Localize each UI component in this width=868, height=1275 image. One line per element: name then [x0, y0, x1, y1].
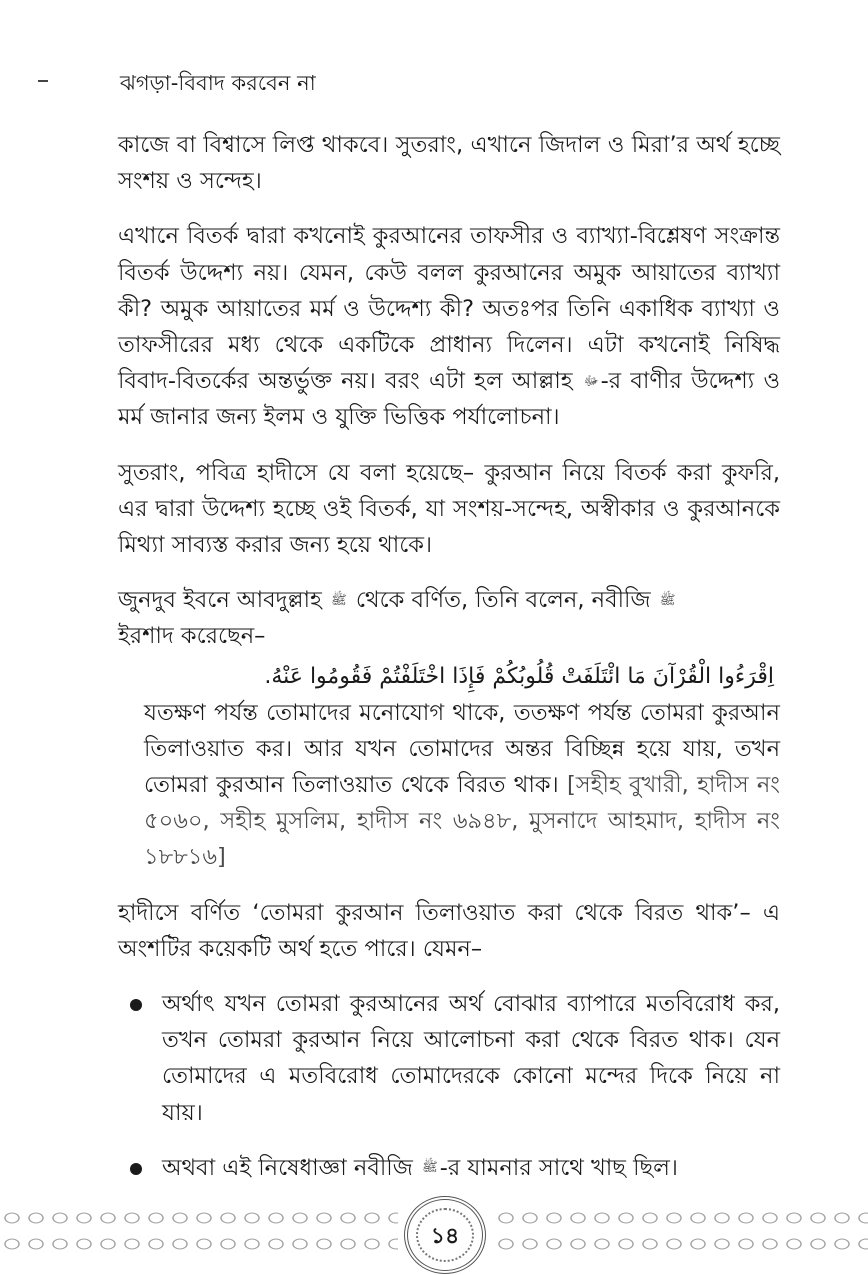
hadith-reference: [সহীহ বুখারী, হাদীস নং ৫০৬০, সহীহ মুসলিম, হাদীস নং ৬৯৪৮, মুসনাদে আহমাদ, হাদীস নং ১৮৮১৬] [144, 772, 780, 871]
bullet-text-2b: -র যামনার সাথে খাছ ছিল। [439, 1154, 678, 1181]
paragraph-4-part-b: থেকে বর্ণিত, তিনি বলেন, নবীজি [355, 587, 651, 614]
paragraph-3: সুতরাং, পবিত্র হাদীসে যে বলা হয়েছে– কুরআন নিয়ে বিতর্ক করা কুফরি, এর দ্বারা উদ্দেশ্য হচ্ছে ওই বিতর্ক, যা সংশয়-সন্দেহ, অস্বীকার ও কুরআনকে মিথ্যা সাব্যস্ত করার জন্য হয়ে থাকে। [118, 459, 780, 559]
paragraph-4-part-c: ইরশাদ করেছেন– [118, 623, 266, 650]
footer-ornament-left [0, 1205, 398, 1257]
bullet-text-2a: অথবা এই নিষেধাজ্ঞা নবীজি [162, 1154, 413, 1181]
main-text [118, 127, 780, 1205]
bullet-text-1: অর্থাৎ যখন তোমরা কুরআনের অর্থ বোঝার ব্যাপারে মতবিরোধ কর, তখন তোমরা কুরআন নিয়ে আলোচনা করা থেকে বিরত থাক। যেন তোমাদের এ মতবিরোধ তোমাদেরকে কোনো মন্দের দিকে নিয়ে না যায়। [162, 991, 780, 1126]
hadith-translation-block [144, 695, 780, 876]
bullet-dot-icon [130, 999, 142, 1011]
header-dash [38, 80, 48, 82]
bullet-item-2 [118, 1150, 780, 1186]
paragraph-2 [118, 218, 780, 435]
paragraph-2-part-a: এখানে বিতর্ক দ্বারা কখনোই কুরআনের তাফসীর ও ব্যাখ্যা-বিশ্লেষণ সংক্রান্ত বিতর্ক উদ্দেশ্য নয়। যেমন, কেউ বলল কুরআনের অমুক আয়াতের ব্যাখ্যা কী? অমুক আয়াতের মর্ম ও উদ্দেশ্য কী? অতঃপর তিনি একাধিক ব্যাখ্যা ও তাফসীরের মধ্য থেকে একটিকে প্রাধান্য দিলেন। এটা কখনোই নিষিদ্ধ বিবাদ-বিতর্কের অন্তর্ভুক্ত নয়। বরং এটা হল আল্লাহ [118, 223, 780, 395]
hadith-translation: যতক্ষণ পর্যন্ত তোমাদের মনোযোগ থাকে, ততক্ষণ পর্যন্ত তোমরা কুরআন তিলাওয়াত কর। আর যখন তোমাদের অন্তর বিচ্ছিন্ন হয়ে যায়, তখন তোমরা কুরআন তিলাওয়াত থেকে বিরত থাক। [144, 699, 780, 799]
allah-honorific-glyph: ﷻ [583, 373, 599, 389]
radiallahu-honorific-glyph: ﷺ [331, 592, 347, 608]
running-head: ঝগড়া-বিবাদ করবেন না [120, 71, 316, 95]
bullet-item-1 [118, 986, 780, 1131]
arabic-hadith: اِقْرَءُوا الْقُرْآنَ مَا ائْتَلَفَتْ قُلُوبُكُمْ فَإِذَا اخْتَلَفْتُمْ فَقُومُوا عَنْهُ. [264, 663, 774, 689]
nabi-honorific-glyph-2: ﷺ [422, 1160, 438, 1176]
nabi-honorific-glyph: ﷺ [659, 592, 676, 608]
bullet-dot-icon [130, 1163, 142, 1175]
paragraph-5: হাদীসে বর্ণিত ‘তোমরা কুরআন তিলাওয়াত করা থেকে বিরত থাক’– এ অংশটির কয়েকটি অর্থ হতে পারে। যেমন– [118, 899, 780, 962]
page-number: ১৪ [430, 1224, 460, 1249]
footer-ornament-right [494, 1205, 868, 1257]
paragraph-1: কাজে বা বিশ্বাসে লিপ্ত থাকবে। সুতরাং, এখানে জিদাল ও মিরা’র অর্থ হচ্ছে সংশয় ও সন্দেহ। [118, 132, 780, 195]
paragraph-4-part-a: জুনদুব ইবনে আবদুল্লাহ [118, 587, 322, 614]
paragraph-2-part-b: -র বাণীর উদ্দেশ্য ও মর্ম জানার জন্য ইলম ও যুক্তি ভিত্তিক পর্যালোচনা। [118, 368, 780, 431]
paragraph-4 [118, 582, 780, 654]
page-number-badge [404, 1196, 486, 1274]
